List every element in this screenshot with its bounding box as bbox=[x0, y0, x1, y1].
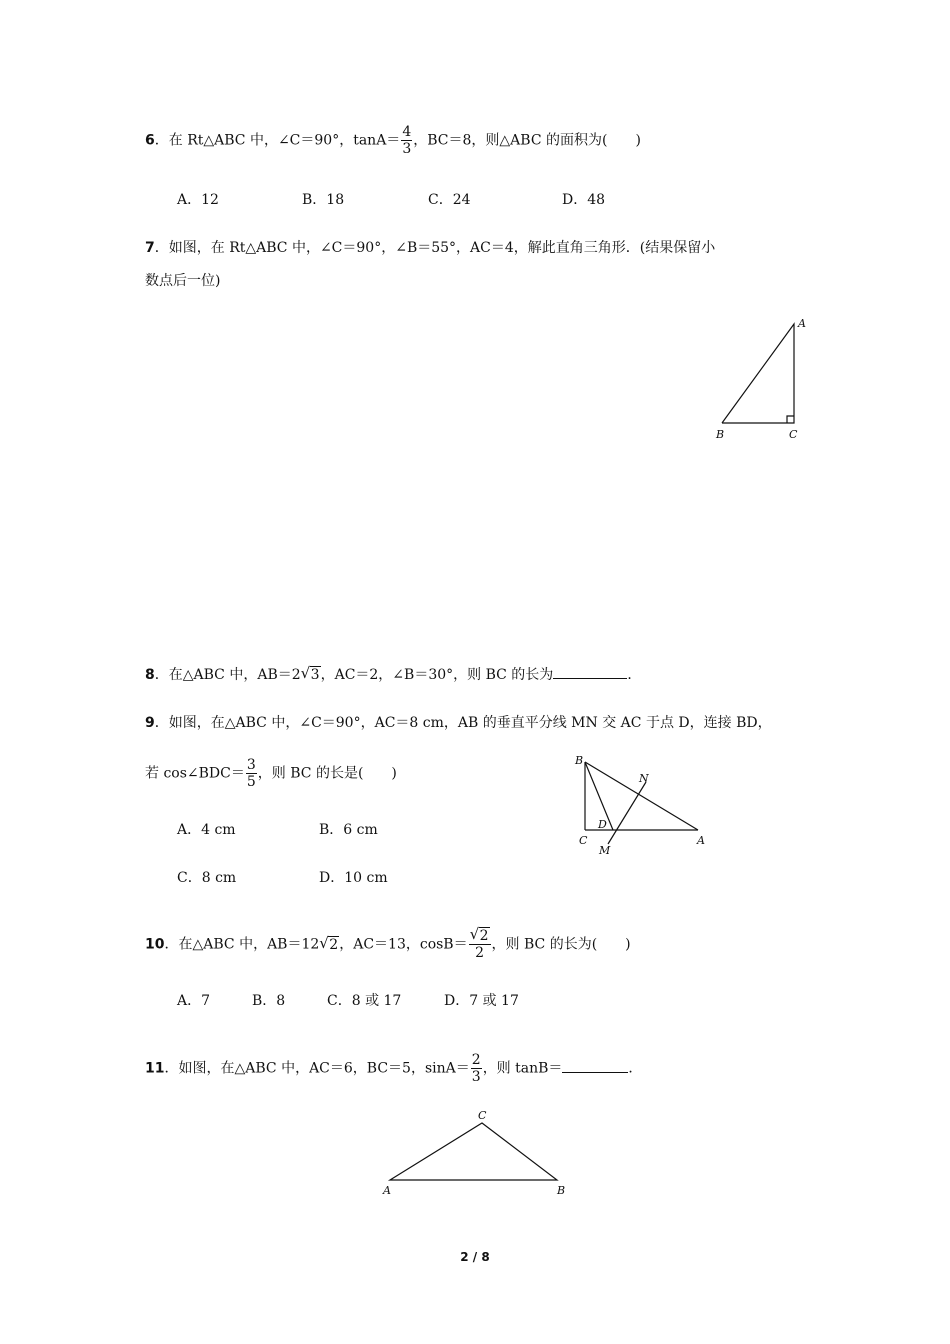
fraction: $\frac{2}{3}$ bbox=[471, 1052, 481, 1085]
vertex-label-a: A bbox=[798, 317, 806, 330]
question-9: 9．如图，在△ABC 中，∠C＝90°，AC＝8 cm，AB 的垂直平分线 MN 交 AC 于点 D，连接 BD， bbox=[145, 715, 772, 731]
answer-blank[interactable] bbox=[562, 1058, 628, 1073]
q9-option-b[interactable]: B．6 cm bbox=[319, 822, 378, 838]
answer-blank[interactable] bbox=[553, 664, 627, 679]
q9-triangle-figure bbox=[570, 750, 720, 860]
page-number: 2 / 8 bbox=[460, 1250, 490, 1264]
q6-option-d[interactable]: D．48 bbox=[562, 192, 606, 208]
question-number: 8 bbox=[145, 667, 155, 683]
q9-option-a[interactable]: A．4 cm bbox=[177, 822, 236, 838]
question-10: 10．在△ABC 中，AB＝12 √ 2，AC＝13，cosB＝ √ 2 2 ，则 BC 的长为( ) bbox=[145, 925, 631, 961]
q9-line2: 若 cos∠BDC＝ $\frac{3}{5}$ ，则 BC 的长是( ) bbox=[145, 757, 397, 790]
fraction: $\frac{4}{3}$ bbox=[402, 124, 412, 157]
vertex-label-a: A bbox=[383, 1184, 391, 1197]
square-root: √ 2 bbox=[469, 925, 489, 944]
point-label-m: M bbox=[599, 844, 611, 857]
q10-option-c[interactable]: C．8 或 17 bbox=[327, 993, 402, 1009]
triangle-abc bbox=[722, 324, 794, 423]
question-8: 8．在△ABC 中，AB＝2 √ 3，AC＝2，∠B＝30°，则 BC 的长为 ． bbox=[145, 664, 642, 683]
q9-option-c[interactable]: C．8 cm bbox=[177, 870, 237, 886]
vertex-label-b: B bbox=[557, 1184, 566, 1197]
question-6: 6．在 Rt△ABC 中，∠C＝90°，tanA＝ $\frac{4}{3}$ ，BC＝8，则△ABC 的面积为( ) bbox=[145, 124, 641, 157]
point-label-n: N bbox=[639, 772, 649, 785]
q10-option-b[interactable]: B．8 bbox=[252, 993, 286, 1009]
question-number: 6 bbox=[145, 132, 155, 149]
q9-option-d[interactable]: D．10 cm bbox=[319, 870, 388, 886]
vertex-label-c: C bbox=[579, 834, 588, 847]
point-label-d: D bbox=[598, 818, 607, 831]
square-root: √ 3 bbox=[300, 664, 320, 683]
right-angle-mark bbox=[787, 416, 794, 423]
q10-option-a[interactable]: A．7 bbox=[177, 993, 211, 1009]
vertex-label-b: B bbox=[716, 428, 725, 441]
q7-line2: 数点后一位) bbox=[145, 273, 221, 289]
question-11: 11．如图，在△ABC 中，AC＝6，BC＝5，sinA＝ $\frac{2}{3}$ ，则 tanB＝ ． bbox=[145, 1052, 643, 1085]
question-number: 7 bbox=[145, 240, 155, 256]
vertex-label-c: C bbox=[789, 428, 798, 441]
question-number: 10 bbox=[145, 936, 165, 953]
q10-option-d[interactable]: D．7 或 17 bbox=[444, 993, 519, 1009]
q6-option-b[interactable]: B．18 bbox=[302, 192, 345, 208]
triangle-abc bbox=[390, 1123, 557, 1180]
q6-option-a[interactable]: A．12 bbox=[177, 192, 219, 208]
q11-triangle-figure bbox=[370, 1100, 580, 1205]
vertex-label-a: A bbox=[697, 834, 705, 847]
question-number: 9 bbox=[145, 715, 155, 731]
vertex-label-c: C bbox=[478, 1109, 487, 1122]
q7-triangle-figure bbox=[700, 310, 830, 450]
question-number: 11 bbox=[145, 1060, 165, 1077]
q6-option-c[interactable]: C．24 bbox=[428, 192, 471, 208]
square-root: √ 2 bbox=[319, 933, 339, 953]
fraction: $\frac{3}{5}$ bbox=[246, 757, 256, 790]
fraction: √ 2 2 bbox=[469, 925, 489, 961]
question-7: 7．如图，在 Rt△ABC 中，∠C＝90°，∠B＝55°，AC＝4，解此直角三角形．(结果保留小 bbox=[145, 240, 716, 256]
segment-mn bbox=[608, 782, 646, 844]
vertex-label-b: B bbox=[575, 754, 584, 767]
